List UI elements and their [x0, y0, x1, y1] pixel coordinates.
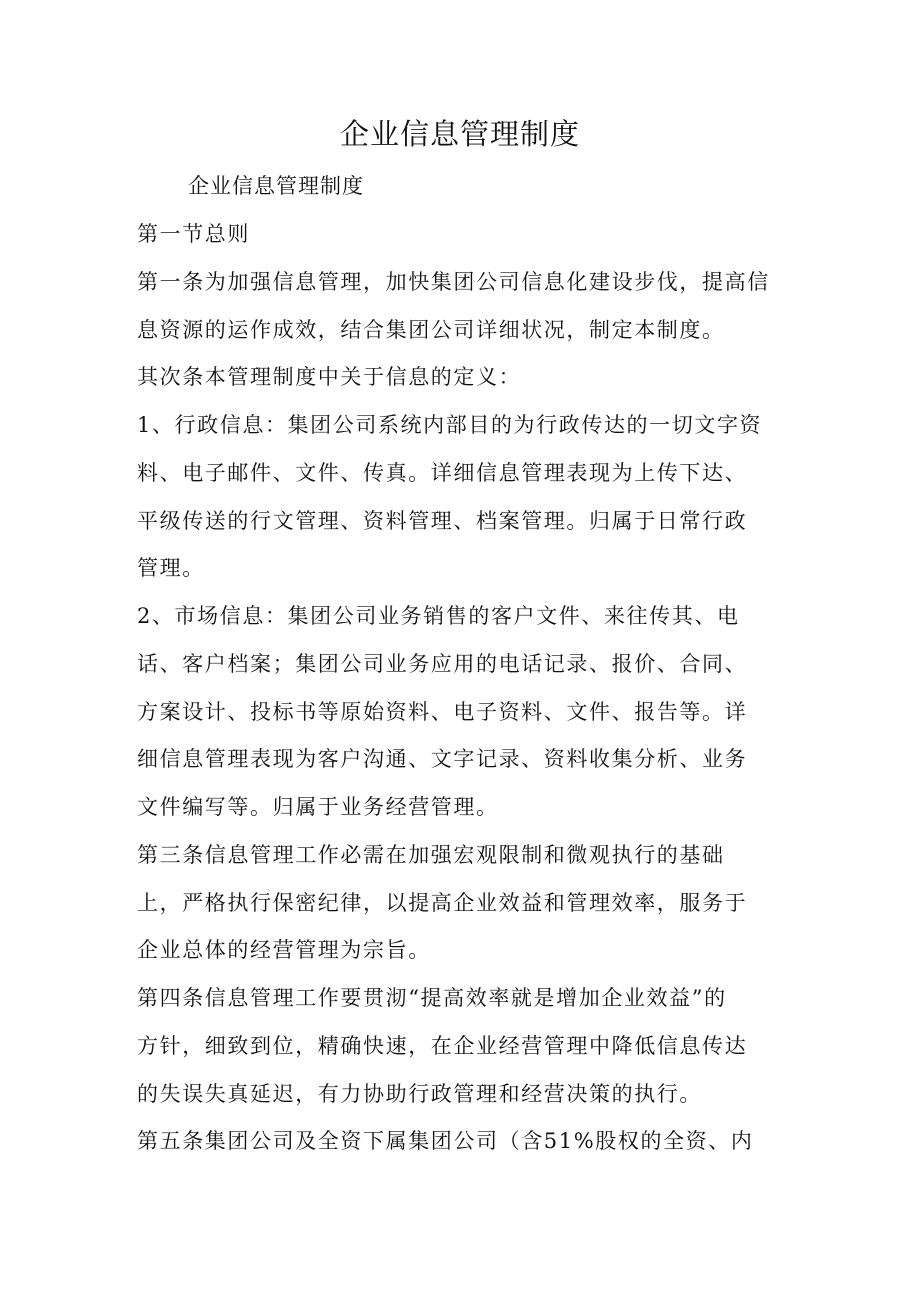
document-body [137, 211, 787, 1166]
body-line: 管理。 [137, 556, 205, 581]
body-line: 第三条信息管理工作必需在加强宏观限制和微观执行的基础 [137, 842, 725, 867]
body-line: 方案设计、投标书等原始资料、电子资料、文件、报告等。详 [137, 699, 748, 724]
body-line: 细信息管理表现为客户沟通、文字记录、资料收集分析、业务 [137, 747, 748, 772]
body-line: 1、行政信息：集团公司系统内部目的为行政传达的一切文字资 [137, 413, 763, 437]
body-line: 第一条为加强信息管理，加快集团公司信息化建设步伐，提高信 [137, 269, 770, 294]
body-line: 的失误失真延迟，有力协助行政管理和经营决策的执行。 [137, 1081, 702, 1106]
body-line: 方针，细致到位，精确快速，在企业经营管理中降低信息传达 [137, 1033, 748, 1058]
body-line: 文件编写等。归属于业务经营管理。 [137, 795, 499, 819]
body-line: 第一节总则 [137, 222, 250, 246]
body-line: 其次条本管理制度中关于信息的定义： [137, 365, 522, 390]
document-subtitle: 企业信息管理制度 [188, 174, 364, 198]
body-line: 平级传送的行文管理、资料管理、档案管理。归属于日常行政 [137, 508, 748, 533]
body-line: 2、市场信息：集团公司业务销售的客户文件、来往传其、电 [137, 604, 740, 628]
body-line: 第四条信息管理工作要贯沏“提高效率就是增加企业效益”的 [137, 986, 727, 1010]
body-line: 息资源的运作成效，结合集团公司详细状况，制定本制度。 [137, 317, 725, 342]
body-line: 料、电子邮件、文件、传真。详细信息管理表现为上传下达、 [137, 460, 748, 485]
body-line: 企业总体的经营管理为宗旨。 [137, 938, 431, 963]
body-line: 上，严格执行保密纪律，以提高企业效益和管理效率，服务于 [137, 890, 748, 915]
body-line: 第五条集团公司及全资下属集团公司（含51%股权的全资、内 [137, 1129, 754, 1154]
body-line: 话、客户档案；集团公司业务应用的电话记录、报价、合同、 [137, 651, 748, 676]
document-title: 企业信息管理制度 [339, 117, 580, 151]
